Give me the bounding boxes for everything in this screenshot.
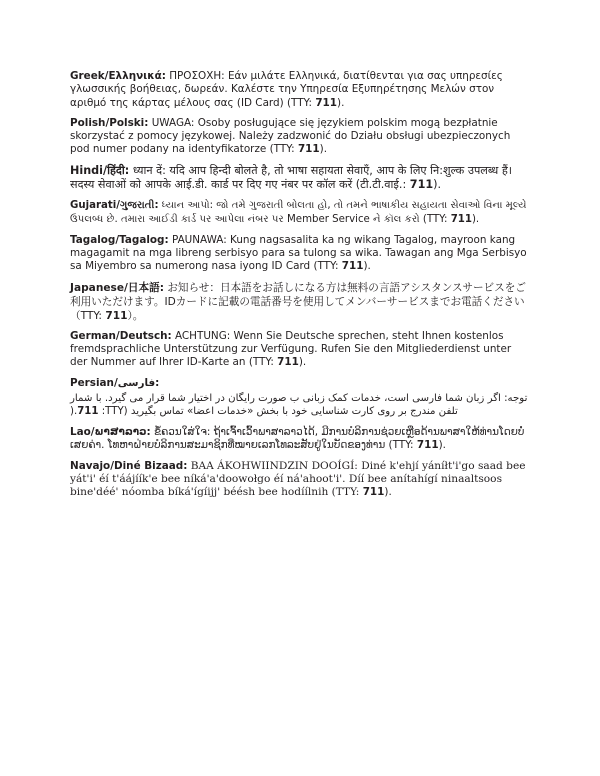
entry-tagalog bbox=[70, 234, 528, 274]
notice-end: ）。 bbox=[127, 309, 144, 322]
language-label: Tagalog/Tagalog: bbox=[70, 233, 169, 246]
entry-navajo bbox=[70, 460, 528, 500]
notice-text: ΠΡΟΣΟΧΗ: Εάν μιλάτε Ελληνικά, διατίθενται για σας υπηρεσίες γλωσσικής βοήθειας, δωρεάν. Καλέστε την Υπηρεσία Εξυπηρέτησης Μελών στον αριθμό της κάρτας μέλους σας (ID Card) (TTY: bbox=[70, 70, 503, 109]
language-label: Lao/ພາສາລາວ: bbox=[70, 426, 151, 439]
language-label: Persian/فارسی: bbox=[70, 376, 160, 389]
notice-end: ). bbox=[471, 213, 480, 225]
notice-text: UWAGA: Osoby posługujące się językiem polskim mogą bezpłatnie skorzystać z pomocy językowej. Należy zadzwonić do Działu obsługi ubezpieczonych pod numer podany na identyfikatorze (TTY: bbox=[70, 116, 511, 156]
notice-text: توجه: اگر زبان شما فارسی است، خدمات کمک زبانی ب صورت رایگان در اختیار شما قرار می گیرد. با شمار تلفن مندرج بر روی کارت شناسایی خود با بخش «خدمات اعضا» تماس بگیرید (TTY: bbox=[70, 392, 528, 418]
notice-end: ). bbox=[438, 439, 446, 452]
language-label: Polish/Polski: bbox=[70, 116, 149, 129]
notice-end: ). bbox=[433, 177, 442, 191]
notice-end: ). bbox=[363, 260, 371, 273]
language-label: Navajo/Diné Bizaad: bbox=[70, 459, 188, 472]
notice-text: ધ્યાન આપો: જો તમે ગુજરાતી બોલતા હો, તો તમને ભાષાકીય સહાયતા સેવાઓ વિના મૂલ્યે ઉપલબ્ધ છે. તમારા આઈડી કાર્ડ પર આપેલા નંબર પર Member Service ને કૉલ કરો (TTY: bbox=[70, 200, 527, 225]
notice-end: ). bbox=[70, 406, 78, 418]
notice-end: ). bbox=[319, 143, 328, 156]
notice-text: ACHTUNG: Wenn Sie Deutsche sprechen, steht Ihnen kostenlos fremdsprachliche Unterstützung zur Verfügung. Rufen Sie den Mitgliederdienst unter der Nummer auf Ihrer ID-Karte an (TTY: bbox=[70, 329, 512, 369]
notice-end: ). bbox=[384, 486, 392, 499]
entry-japanese bbox=[70, 281, 528, 323]
notice-end: ). bbox=[298, 356, 307, 369]
notice-end: ). bbox=[337, 96, 345, 109]
tty-number: 711 bbox=[315, 96, 338, 109]
entry-lao bbox=[70, 426, 528, 453]
language-label: Japanese/日本語: bbox=[70, 281, 164, 294]
entry-german bbox=[70, 330, 528, 370]
language-label: Greek/Ελληνικά: bbox=[70, 70, 166, 82]
persian-body bbox=[70, 392, 528, 419]
tty-number: 711 bbox=[362, 486, 385, 499]
tty-number: 711 bbox=[450, 213, 472, 225]
tty-number: 711 bbox=[416, 439, 439, 452]
language-label: Gujarati/ગુજરાતી: bbox=[70, 200, 159, 212]
notice-text: ຂໍ້ຄວນໃສ່ໃຈ: ຖ້າເຈົ້າເວົ້າພາສາລາວໄດ້, ມີການບໍລິການຊ່ວຍເຫຼືອດ້ານພາສາໃຫ້ທ່ານໂດຍບໍ່ເສຍຄ່າ. ໂທຫາຝ່າຍບໍລິການສະມາຊິກທີ່ໝາຍເລກໂທລະສັບຢູ່ໃນບັດຂອງທ່ານ (TTY: bbox=[70, 426, 525, 452]
notice-text: PAUNAWA: Kung nagsasalita ka ng wikang Tagalog, mayroon kang magagamit na mga libreng serbisyo para sa tulong sa wika. Tawagan ang Mga Serbisyo sa Miyembro sa numerong nasa iyong ID Card (TTY: bbox=[70, 233, 527, 273]
entry-greek bbox=[70, 70, 528, 110]
language-assistance-notice bbox=[70, 70, 528, 507]
tty-number: 711 bbox=[277, 356, 299, 369]
entry-polish bbox=[70, 117, 528, 157]
tty-number: 711 bbox=[77, 406, 99, 418]
language-label: German/Deutsch: bbox=[70, 329, 172, 342]
language-label: Hindi/हिंदी: bbox=[70, 163, 130, 177]
persian-heading bbox=[70, 377, 528, 390]
entry-persian bbox=[70, 377, 528, 419]
notice-text: お知らせ：日本語をお話しになる方は無料の言語アシスタンスサービスをご利用いただけます。IDカードに記載の電話番号を使用してメンバーサービスまでお電話ください（TTY: bbox=[70, 281, 526, 322]
entry-hindi bbox=[70, 164, 528, 192]
notice-text: ध्यान दें: यदि आप हिन्दी बोलते है, तो भाषा सहायता सेवाएँ, आप के लिए नि:शुल्क उपलब्ध हैं। सदस्य सेवाओं को आपके आई.डी. कार्ड पर दिए गए नंबर पर कॉल करें (टी.टी.वाई.: bbox=[70, 163, 513, 191]
tty-number: 711 bbox=[105, 309, 128, 322]
tty-number: 711 bbox=[297, 143, 320, 156]
tty-number: 711 bbox=[409, 177, 434, 191]
tty-number: 711 bbox=[341, 260, 364, 273]
entry-gujarati bbox=[70, 199, 528, 227]
notice-text: BAA ÁKOHWIINDZIN DOOÍGÍ: Diné k'ehjí yáníłt'i'go saad bee yát'i' éí t'áájíík'e bee níká'a'doowołgo éí ná'ahoot'i'. Díí bee anítahígí ninaaltsoos bine'déé' nóomba bíká'ígíijj' béésh bee hodíílnih (TTY: bbox=[70, 459, 526, 499]
